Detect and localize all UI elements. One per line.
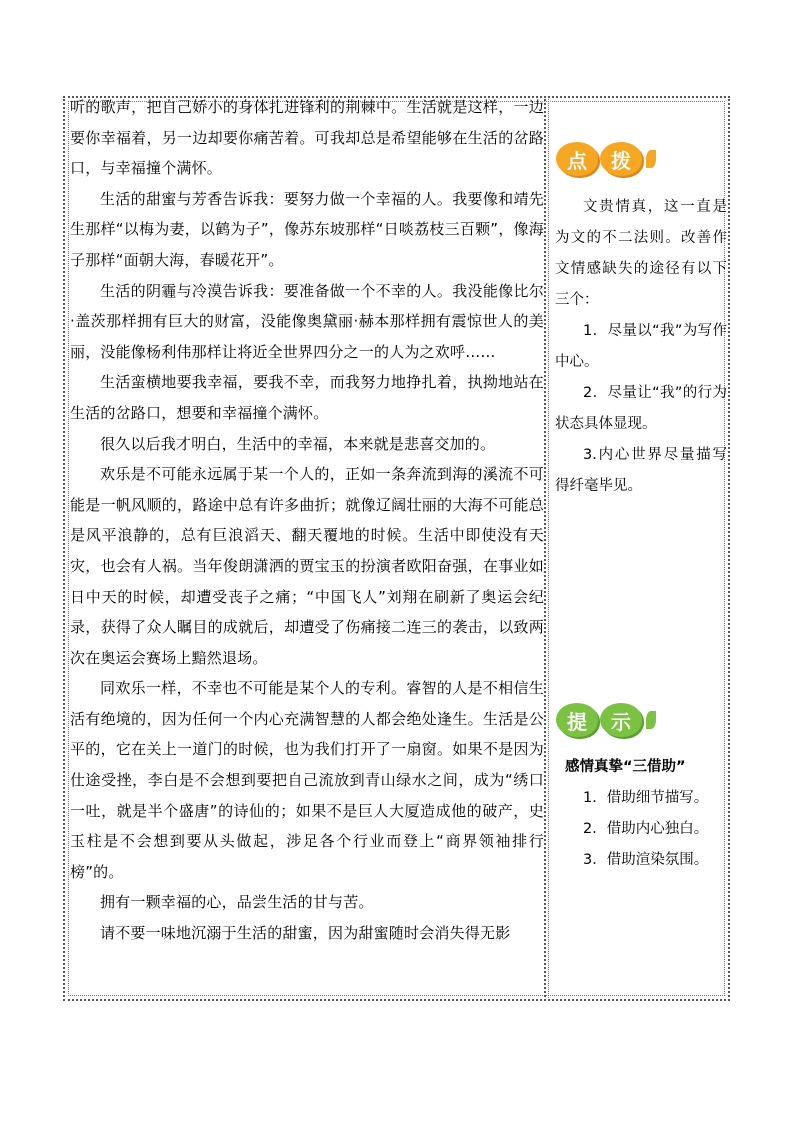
dianbo-intro: 文贵情真，这一直是为文的不二法则。改善作文情感缺失的途径有以下三个： bbox=[555, 199, 727, 308]
essay-paragraph-5: 很久以后我才明白，生活中的幸福，本来就是悲喜交加的。 bbox=[100, 434, 496, 453]
column-divider-inner bbox=[548, 99, 549, 998]
column-divider bbox=[544, 96, 546, 1001]
dianbo-section bbox=[555, 192, 727, 502]
essay-paragraph-8: 拥有一颗幸福的心，品尝生活的甘与苦。 bbox=[100, 893, 374, 912]
dianbo-badge-dian: 点 bbox=[556, 142, 598, 176]
leaf-icon bbox=[644, 703, 658, 737]
tishi-item-2: 2．借助内心独白。 bbox=[583, 821, 709, 837]
tishi-badge-shi: 示 bbox=[600, 703, 642, 737]
dianbo-item-3: 3.内心世界尽量描写得纤毫毕见。 bbox=[555, 447, 727, 494]
dianbo-badge-group bbox=[556, 142, 658, 176]
essay-paragraph-2: 生活的甜蜜与芳香告诉我：要努力做一个幸福的人。我要像和靖先生那样“以梅为妻，以鹤为子”，像苏东坡那样“日啖荔枝三百颗”，像海子那样“面朝大海，春暖花开”。 bbox=[70, 189, 544, 269]
tishi-title: 感情真挚“三借助” bbox=[565, 759, 686, 775]
leaf-icon bbox=[644, 142, 658, 176]
dianbo-item-2: 2．尽量让“我”的行为状态具体显现。 bbox=[555, 385, 727, 432]
essay-paragraph-1: 听的歌声，把自己娇小的身体扎进锋利的荆棘中。生活就是这样，一边要你幸福着，另一边却要你痛苦着。可我却总是希望能够在生活的岔路口，与幸福撞个满怀。 bbox=[70, 98, 544, 178]
essay-paragraph-7: 同欢乐一样，不幸也不可能是某个人的专利。睿智的人是不相信生活有绝境的，因为任何一个内心充满智慧的人都会绝处逢生。生活是公平的，它在关上一道门的时候，也为我们打开了一扇窗。如果不是因为仕途受挫，李白是不会想到要把自己流放到青山绿水之间，成为“绣口一吐，就是半个盛唐”的诗仙的；如果不是巨人大厦造成他的破产，史玉柱是不会想到要从头做起，涉足各个行业而登上“商界领袖排行榜”的。 bbox=[70, 679, 544, 881]
dianbo-item-1: 1．尽量以“我”为写作中心。 bbox=[555, 323, 727, 370]
tishi-badge-group bbox=[556, 703, 658, 737]
essay-paragraph-6: 欢乐是不可能永远属于某一个人的，正如一条奔流到海的溪流不可能是一帆风顺的，路途中总有许多曲折；就像辽阔壮丽的大海不可能总是风平浪静的，总有巨浪滔天、翻天覆地的时候。生活中即使没有天灾，也会有人祸。当年俊朗潇洒的贾宝玉的扮演者欧阳奋强，在事业如日中天的时候，却遭受丧子之痛；“中国飞人”刘翔在刷新了奥运会纪录，获得了众人瞩目的成就后，却遭受了伤痛接二连三的袭击，以致两次在奥运会赛场上黯然退场。 bbox=[70, 465, 544, 667]
tishi-section bbox=[555, 752, 727, 876]
essay-paragraph-9: 请不要一味地沉溺于生活的甜蜜，因为甜蜜随时会消失得无影 bbox=[100, 924, 511, 943]
tishi-item-3: 3．借助渲染氛围。 bbox=[583, 852, 709, 868]
dianbo-badge-bo: 拨 bbox=[600, 142, 642, 176]
essay-body bbox=[70, 92, 544, 949]
essay-paragraph-3: 生活的阴霾与冷漠告诉我：要准备做一个不幸的人。我没能像比尔·盖茨那样拥有巨大的财富，没能像奥黛丽·赫本那样拥有震惊世人的美丽，没能像杨利伟那样让将近全世界四分之一的人为之欢呼…… bbox=[70, 281, 544, 361]
essay-paragraph-4: 生活蛮横地要我幸福，要我不幸，而我努力地挣扎着，执拗地站在生活的岔路口，想要和幸福撞个满怀。 bbox=[70, 373, 544, 422]
tishi-item-1: 1．借助细节描写。 bbox=[583, 790, 709, 806]
tishi-badge-ti: 提 bbox=[556, 703, 598, 737]
